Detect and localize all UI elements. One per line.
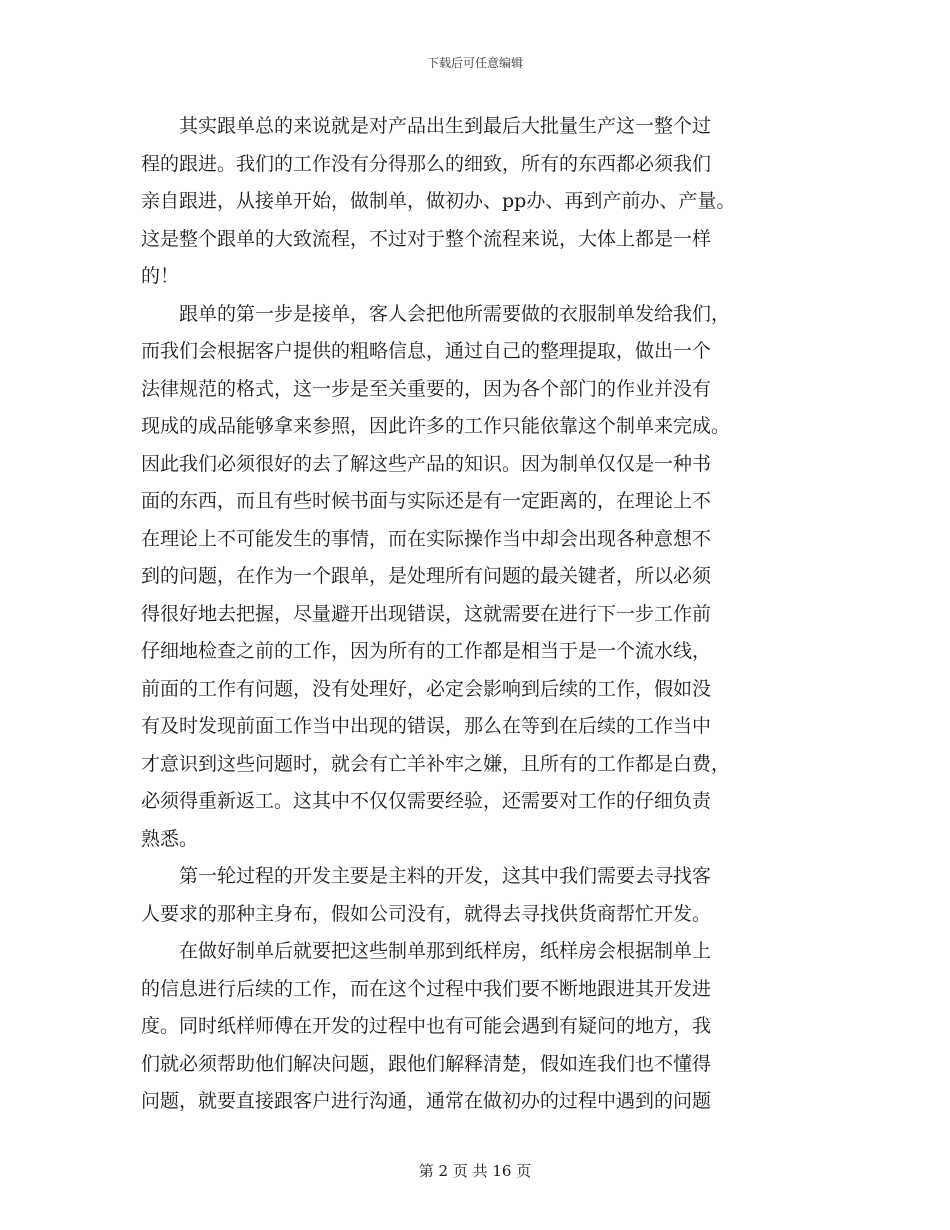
- text-line: 前面的工作有问题，没有处理好，必定会影响到后续的工作，假如没: [141, 677, 712, 700]
- text-line: 第一轮过程的开发主要是主料的开发，这其中我们需要去寻找客: [141, 865, 712, 887]
- text-line: 亲自跟进，从接单开始，做制单，做初办、pp办、再到产前办、产量。: [141, 190, 736, 212]
- text-line: 因此我们必须很好的去了解这些产品的知识。因为制单仅仅是一种书: [141, 452, 712, 475]
- text-line: 得很好地去把握，尽量避开出现错误，这就需要在进行下一步工作前: [141, 602, 712, 625]
- text-line: 人要求的那种主身布，假如公司没有，就得去寻找供货商帮忙开发。: [141, 902, 712, 925]
- text-line: 在理论上不可能发生的事情，而在实际操作当中却会出现各种意想不: [141, 527, 712, 550]
- text-line: 程的跟进。我们的工作没有分得那么的细致，所有的东西都必须我们: [141, 152, 712, 175]
- text-line: 度。同时纸样师傅在开发的过程中也有可能会遇到有疑问的地方，我: [141, 1015, 712, 1037]
- text-line: 才意识到这些问题时，就会有亡羊补牢之嫌，且所有的工作都是白费，: [141, 752, 731, 775]
- page-header: 下载后可任意编辑: [426, 56, 523, 70]
- text-line: 而我们会根据客户提供的粗略信息，通过自己的整理提取，做出一个: [141, 340, 712, 362]
- page-footer: 第 2 页 共 16 页: [418, 1162, 532, 1180]
- text-line: 的信息进行后续的工作，而在这个过程中我们要不断地跟进其开发进: [141, 977, 712, 1000]
- text-line: 面的东西，而且有些时候书面与实际还是有一定距离的，在理论上不: [141, 490, 712, 512]
- text-line: 仔细地检查之前的工作，因为所有的工作都是相当于是一个流水线，: [141, 640, 712, 662]
- text-line: 这是整个跟单的大致流程，不过对于整个流程来说，大体上都是一样: [141, 227, 712, 250]
- text-line: 的！: [141, 265, 180, 287]
- text-line: 问题，就要直接跟客户进行沟通，通常在做初办的过程中遇到的问题: [141, 1090, 712, 1112]
- text-line: 法律规范的格式，这一步是至关重要的，因为各个部门的作业并没有: [141, 377, 712, 400]
- text-line: 们就必须帮助他们解决问题，跟他们解释清楚，假如连我们也不懂得: [141, 1052, 712, 1075]
- text-line: 到的问题，在作为一个跟单，是处理所有问题的最关键者，所以必须: [141, 565, 712, 587]
- text-line: 熟悉。: [141, 827, 199, 850]
- text-line: 其实跟单总的来说就是对产品出生到最后大批量生产这一整个过: [141, 115, 712, 137]
- text-line: 现成的成品能够拿来参照，因此许多的工作只能依靠这个制单来完成。: [141, 415, 731, 437]
- text-line: 在做好制单后就要把这些制单那到纸样房，纸样房会根据制单上: [141, 940, 712, 962]
- document-body: [141, 108, 821, 1121]
- text-line: 必须得重新返工。这其中不仅仅需要经验，还需要对工作的仔细负责: [141, 790, 712, 812]
- text-line: 有及时发现前面工作当中出现的错误，那么在等到在后续的工作当中: [141, 715, 712, 737]
- text-line: 跟单的第一步是接单，客人会把他所需要做的衣服制单发给我们，: [141, 302, 731, 325]
